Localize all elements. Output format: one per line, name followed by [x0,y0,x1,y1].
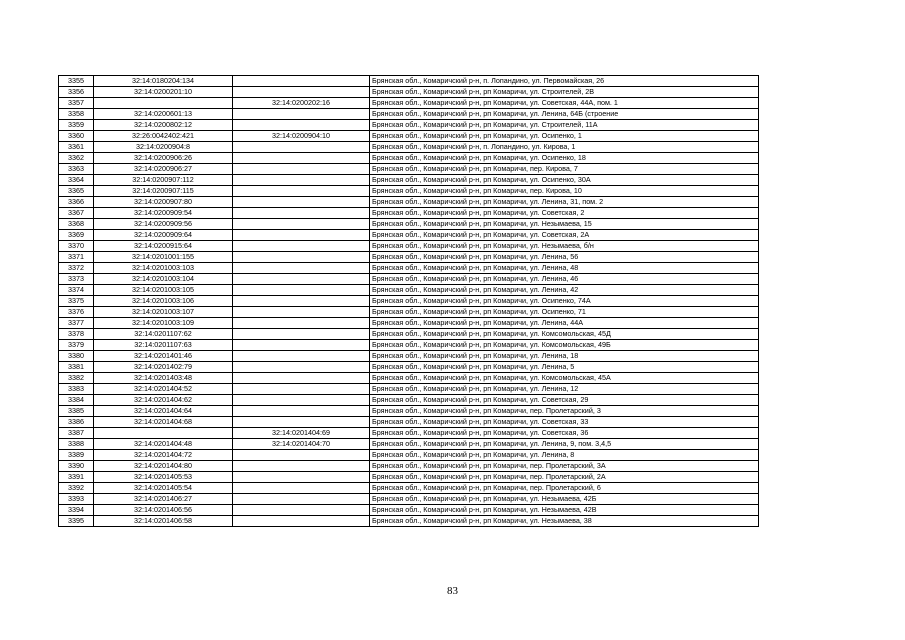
cadastral-number-cell: 32:14:0201107:62 [94,329,233,340]
row-number-cell: 3373 [59,274,94,285]
related-cadastral-number-cell [233,505,370,516]
row-number-cell: 3390 [59,461,94,472]
cadastral-number-cell: 32:14:0201003:104 [94,274,233,285]
related-cadastral-number-cell [233,252,370,263]
row-number-cell: 3371 [59,252,94,263]
row-number-cell: 3372 [59,263,94,274]
related-cadastral-number-cell [233,450,370,461]
cadastral-number-cell: 32:14:0201406:58 [94,516,233,527]
row-number-cell: 3387 [59,428,94,439]
address-cell: Брянская обл., Комаричский р-н, рп Комаричи, ул. Ленина, 48 [370,263,759,274]
related-cadastral-number-cell [233,516,370,527]
cadastral-number-cell: 32:14:0200904:8 [94,142,233,153]
address-cell: Брянская обл., Комаричский р-н, рп Комаричи, пер. Кирова, 7 [370,164,759,175]
address-cell: Брянская обл., Комаричский р-н, рп Комаричи, ул. Ленина, 42 [370,285,759,296]
cadastral-number-cell: 32:14:0200907:80 [94,197,233,208]
row-number-cell: 3394 [59,505,94,516]
row-number-cell: 3362 [59,153,94,164]
address-cell: Брянская обл., Комаричский р-н, рп Комаричи, ул. Незымаева, 42Б [370,494,759,505]
related-cadastral-number-cell: 32:14:0201404:69 [233,428,370,439]
cadastral-number-cell: 32:14:0201403:48 [94,373,233,384]
cadastral-number-cell: 32:14:0201003:106 [94,296,233,307]
row-number-cell: 3395 [59,516,94,527]
row-number-cell: 3391 [59,472,94,483]
address-cell: Брянская обл., Комаричский р-н, рп Комаричи, ул. Советская, 2А [370,230,759,241]
row-number-cell: 3382 [59,373,94,384]
address-cell: Брянская обл., Комаричский р-н, рп Комаричи, пер. Кирова, 10 [370,186,759,197]
address-cell: Брянская обл., Комаричский р-н, рп Комаричи, ул. Ленина, 46 [370,274,759,285]
row-number-cell: 3363 [59,164,94,175]
row-number-cell: 3392 [59,483,94,494]
address-cell: Брянская обл., Комаричский р-н, рп Комаричи, ул. Ленина, 8 [370,450,759,461]
table-row [59,494,759,505]
cadastral-number-cell: 32:14:0201003:105 [94,285,233,296]
row-number-cell: 3357 [59,98,94,109]
table-row [59,241,759,252]
related-cadastral-number-cell [233,219,370,230]
records-table-body [59,76,759,527]
cadastral-number-cell: 32:14:0201406:27 [94,494,233,505]
table-row [59,373,759,384]
cadastral-number-cell: 32:14:0201404:80 [94,461,233,472]
address-cell: Брянская обл., Комаричский р-н, рп Комаричи, ул. Ленина, 56 [370,252,759,263]
row-number-cell: 3383 [59,384,94,395]
related-cadastral-number-cell [233,230,370,241]
table-row [59,87,759,98]
related-cadastral-number-cell [233,76,370,87]
table-row [59,296,759,307]
row-number-cell: 3361 [59,142,94,153]
table-row [59,153,759,164]
table-row [59,428,759,439]
row-number-cell: 3377 [59,318,94,329]
cadastral-number-cell: 32:14:0201405:53 [94,472,233,483]
cadastral-number-cell: 32:14:0200906:26 [94,153,233,164]
row-number-cell: 3369 [59,230,94,241]
address-cell: Брянская обл., Комаричский р-н, рп Комаричи, пер. Пролетарский, 3 [370,406,759,417]
address-cell: Брянская обл., Комаричский р-н, рп Комаричи, ул. Осипенко, 1 [370,131,759,142]
table-row [59,516,759,527]
related-cadastral-number-cell [233,472,370,483]
address-cell: Брянская обл., Комаричский р-н, рп Комаричи, ул. Советская, 36 [370,428,759,439]
address-cell: Брянская обл., Комаричский р-н, рп Комаричи, ул. Незымаева, 15 [370,219,759,230]
related-cadastral-number-cell: 32:14:0200904:10 [233,131,370,142]
row-number-cell: 3374 [59,285,94,296]
row-number-cell: 3393 [59,494,94,505]
row-number-cell: 3360 [59,131,94,142]
related-cadastral-number-cell [233,164,370,175]
table-row [59,439,759,450]
cadastral-number-cell: 32:14:0201003:103 [94,263,233,274]
row-number-cell: 3358 [59,109,94,120]
cadastral-number-cell: 32:26:0042402:421 [94,131,233,142]
row-number-cell: 3356 [59,87,94,98]
row-number-cell: 3355 [59,76,94,87]
cadastral-number-cell: 32:14:0201404:64 [94,406,233,417]
table-row [59,120,759,131]
table-row [59,307,759,318]
table-row [59,450,759,461]
related-cadastral-number-cell [233,241,370,252]
row-number-cell: 3359 [59,120,94,131]
address-cell: Брянская обл., Комаричский р-н, рп Комаричи, ул. Незымаева, б/н [370,241,759,252]
related-cadastral-number-cell [233,373,370,384]
related-cadastral-number-cell [233,208,370,219]
related-cadastral-number-cell [233,109,370,120]
cadastral-number-cell: 32:14:0201404:62 [94,395,233,406]
table-row [59,142,759,153]
address-cell: Брянская обл., Комаричский р-н, рп Комаричи, ул. Ленина, 12 [370,384,759,395]
related-cadastral-number-cell [233,142,370,153]
row-number-cell: 3380 [59,351,94,362]
page-number: 83 [447,585,458,597]
cadastral-number-cell [94,428,233,439]
related-cadastral-number-cell [233,417,370,428]
address-cell: Брянская обл., Комаричский р-н, рп Комаричи, ул. Советская, 2 [370,208,759,219]
cadastral-number-cell: 32:14:0200201:10 [94,87,233,98]
table-row [59,76,759,87]
cadastral-number-cell: 32:14:0201404:68 [94,417,233,428]
table-row [59,197,759,208]
cadastral-number-cell: 32:14:0201406:56 [94,505,233,516]
table-row [59,318,759,329]
cadastral-number-cell: 32:14:0201404:72 [94,450,233,461]
table-row [59,461,759,472]
address-cell: Брянская обл., Комаричский р-н, рп Комаричи, ул. Комсомольская, 49Б [370,340,759,351]
cadastral-number-cell: 32:14:0200601:13 [94,109,233,120]
cadastral-number-cell: 32:14:0200907:115 [94,186,233,197]
address-cell: Брянская обл., Комаричский р-н, рп Комаричи, ул. Советская, 33 [370,417,759,428]
table-row [59,417,759,428]
table-row [59,175,759,186]
table-row [59,362,759,373]
table-row [59,164,759,175]
address-cell: Брянская обл., Комаричский р-н, рп Комаричи, пер. Пролетарский, 2А [370,472,759,483]
cadastral-number-cell: 32:14:0200909:56 [94,219,233,230]
table-row [59,472,759,483]
address-cell: Брянская обл., Комаричский р-н, рп Комаричи, пер. Пролетарский, 3А [370,461,759,472]
related-cadastral-number-cell [233,406,370,417]
related-cadastral-number-cell [233,153,370,164]
table-row [59,274,759,285]
related-cadastral-number-cell [233,384,370,395]
address-cell: Брянская обл., Комаричский р-н, рп Комаричи, ул. Незымаева, 38 [370,516,759,527]
table-row [59,406,759,417]
table-row [59,395,759,406]
row-number-cell: 3365 [59,186,94,197]
address-cell: Брянская обл., Комаричский р-н, рп Комаричи, ул. Советская, 44А, пом. 1 [370,98,759,109]
table-row [59,208,759,219]
related-cadastral-number-cell [233,296,370,307]
cadastral-number-cell: 32:14:0200906:27 [94,164,233,175]
address-cell: Брянская обл., Комаричский р-н, рп Комаричи, ул. Ленина, 5 [370,362,759,373]
cadastral-number-cell: 32:14:0201404:48 [94,439,233,450]
table-row [59,219,759,230]
address-cell: Брянская обл., Комаричский р-н, рп Комаричи, ул. Комсомольская, 45А [370,373,759,384]
address-cell: Брянская обл., Комаричский р-н, рп Комаричи, ул. Ленина, 31, пом. 2 [370,197,759,208]
row-number-cell: 3381 [59,362,94,373]
related-cadastral-number-cell [233,120,370,131]
address-cell: Брянская обл., Комаричский р-н, рп Комаричи, ул. Ленина, 44А [370,318,759,329]
table-row [59,329,759,340]
related-cadastral-number-cell [233,395,370,406]
row-number-cell: 3368 [59,219,94,230]
address-cell: Брянская обл., Комаричский р-н, рп Комаричи, ул. Ленина, 64Б (строение [370,109,759,120]
related-cadastral-number-cell [233,87,370,98]
address-cell: Брянская обл., Комаричский р-н, рп Комаричи, ул. Комсомольская, 45Д [370,329,759,340]
row-number-cell: 3376 [59,307,94,318]
table-row [59,131,759,142]
row-number-cell: 3379 [59,340,94,351]
related-cadastral-number-cell [233,362,370,373]
related-cadastral-number-cell [233,329,370,340]
cadastral-number-cell: 32:14:0200909:64 [94,230,233,241]
cadastral-number-cell: 32:14:0200802:12 [94,120,233,131]
address-cell: Брянская обл., Комаричский р-н, рп Комаричи, ул. Осипенко, 18 [370,153,759,164]
table-row [59,263,759,274]
address-cell: Брянская обл., Комаричский р-н, рп Комаричи, ул. Ленина, 9, пом. 3,4,5 [370,439,759,450]
related-cadastral-number-cell [233,461,370,472]
cadastral-number-cell: 32:14:0201003:107 [94,307,233,318]
related-cadastral-number-cell [233,263,370,274]
related-cadastral-number-cell: 32:14:0201404:70 [233,439,370,450]
row-number-cell: 3388 [59,439,94,450]
cadastral-number-cell: 32:14:0200909:54 [94,208,233,219]
related-cadastral-number-cell [233,197,370,208]
table-row [59,384,759,395]
cadastral-number-cell: 32:14:0200915:64 [94,241,233,252]
table-row [59,483,759,494]
table-row [59,252,759,263]
records-table [58,75,759,527]
address-cell: Брянская обл., Комаричский р-н, рп Комаричи, ул. Осипенко, 74А [370,296,759,307]
table-row [59,109,759,120]
row-number-cell: 3366 [59,197,94,208]
cadastral-number-cell: 32:14:0201003:109 [94,318,233,329]
cadastral-number-cell: 32:14:0201405:54 [94,483,233,494]
related-cadastral-number-cell [233,186,370,197]
address-cell: Брянская обл., Комаричский р-н, рп Комаричи, ул. Осипенко, 71 [370,307,759,318]
address-cell: Брянская обл., Комаричский р-н, рп Комаричи, ул. Ленина, 18 [370,351,759,362]
cadastral-number-cell: 32:14:0201107:63 [94,340,233,351]
row-number-cell: 3384 [59,395,94,406]
address-cell: Брянская обл., Комаричский р-н, рп Комаричи, ул. Советская, 29 [370,395,759,406]
related-cadastral-number-cell [233,318,370,329]
address-cell: Брянская обл., Комаричский р-н, п. Лопандино, ул. Первомайская, 26 [370,76,759,87]
row-number-cell: 3389 [59,450,94,461]
related-cadastral-number-cell [233,175,370,186]
address-cell: Брянская обл., Комаричский р-н, рп Комаричи, ул. Строителей, 2В [370,87,759,98]
row-number-cell: 3367 [59,208,94,219]
row-number-cell: 3375 [59,296,94,307]
cadastral-number-cell: 32:14:0180204:134 [94,76,233,87]
related-cadastral-number-cell [233,494,370,505]
row-number-cell: 3385 [59,406,94,417]
related-cadastral-number-cell [233,285,370,296]
row-number-cell: 3378 [59,329,94,340]
row-number-cell: 3364 [59,175,94,186]
address-cell: Брянская обл., Комаричский р-н, рп Комаричи, пер. Пролетарский, 6 [370,483,759,494]
related-cadastral-number-cell [233,351,370,362]
related-cadastral-number-cell [233,274,370,285]
cadastral-number-cell: 32:14:0200907:112 [94,175,233,186]
address-cell: Брянская обл., Комаричский р-н, рп Комаричи, ул. Строителей, 11А [370,120,759,131]
table-row [59,351,759,362]
related-cadastral-number-cell [233,483,370,494]
related-cadastral-number-cell [233,307,370,318]
table-row [59,230,759,241]
table-row [59,186,759,197]
address-cell: Брянская обл., Комаричский р-н, рп Комаричи, ул. Осипенко, 30А [370,175,759,186]
row-number-cell: 3386 [59,417,94,428]
table-row [59,340,759,351]
related-cadastral-number-cell: 32:14:0200202:16 [233,98,370,109]
address-cell: Брянская обл., Комаричский р-н, п. Лопандино, ул. Кирова, 1 [370,142,759,153]
related-cadastral-number-cell [233,340,370,351]
cadastral-number-cell: 32:14:0201402:79 [94,362,233,373]
cadastral-number-cell: 32:14:0201001:155 [94,252,233,263]
cadastral-number-cell: 32:14:0201401:46 [94,351,233,362]
cadastral-number-cell: 32:14:0201404:52 [94,384,233,395]
cadastral-number-cell [94,98,233,109]
row-number-cell: 3370 [59,241,94,252]
address-cell: Брянская обл., Комаричский р-н, рп Комаричи, ул. Незымаева, 42В [370,505,759,516]
table-row [59,505,759,516]
table-row [59,285,759,296]
table-row [59,98,759,109]
